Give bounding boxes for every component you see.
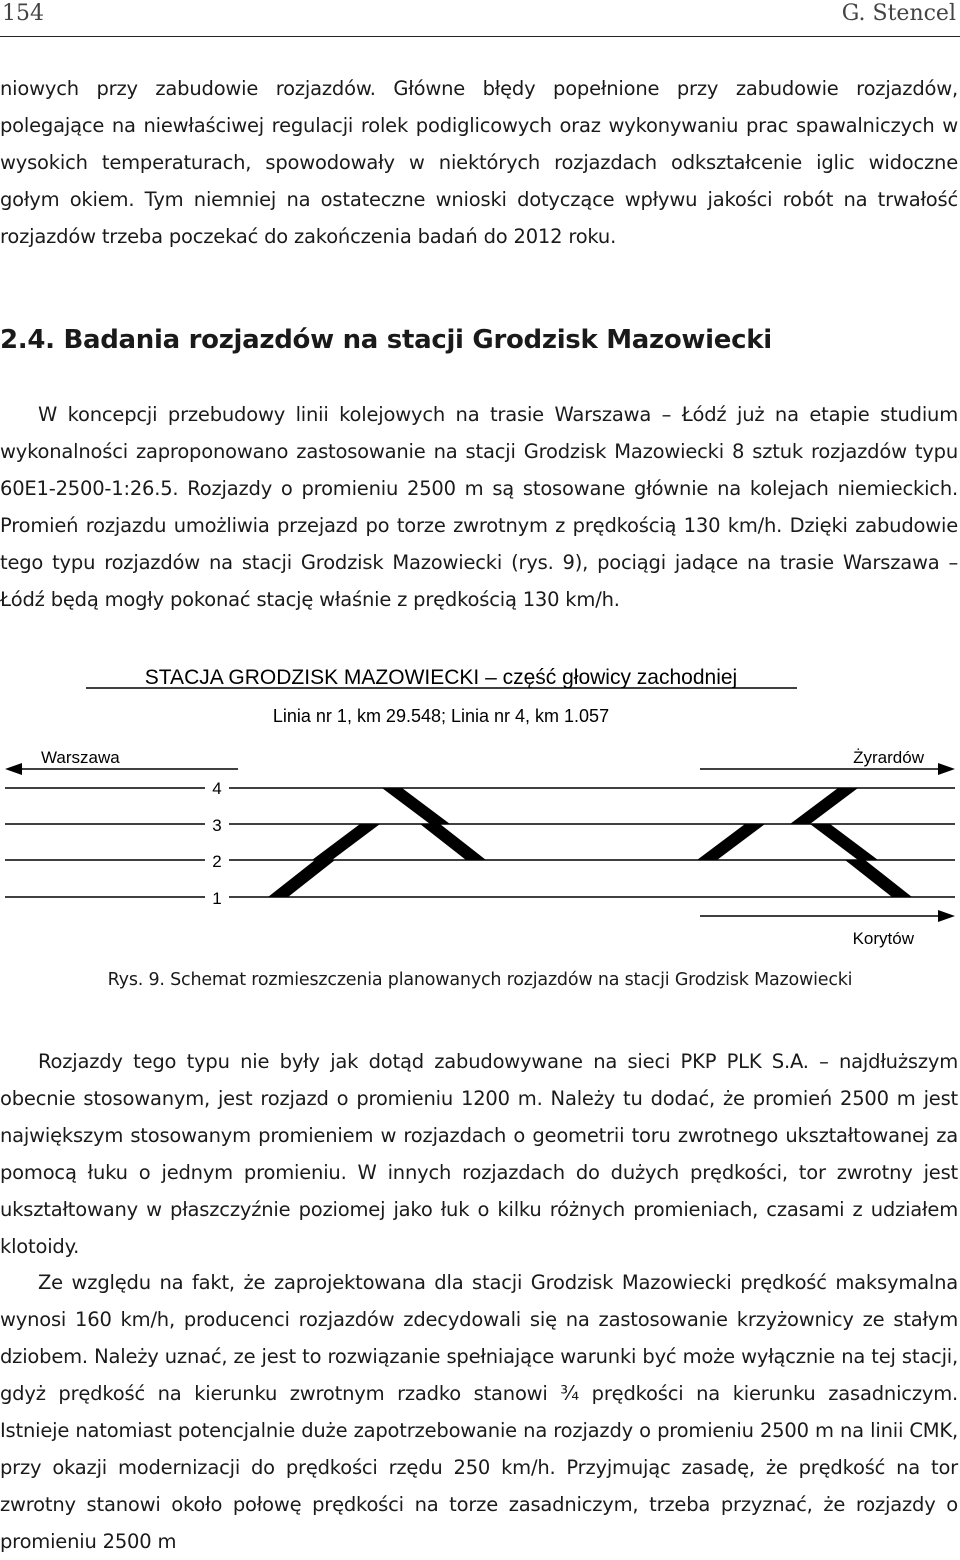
turnouts <box>268 788 912 897</box>
direction-label-right: Żyrardów <box>853 748 924 767</box>
figure-caption-label: Rys. 9. <box>107 970 165 990</box>
track-label-1: 1 <box>212 889 222 908</box>
running-author: G. Stencel <box>841 1 956 26</box>
turnout <box>420 824 486 860</box>
page-number: 154 <box>2 1 44 26</box>
track-label-3: 3 <box>212 816 222 835</box>
track-diagram <box>0 648 960 948</box>
section-title: 2.4. Badania rozjazdów na stacji Grodzisk Mazowiecki <box>0 325 772 355</box>
body-paragraph: Ze względu na fakt, że zaprojektowana dla stacji Grodzisk Mazowiecki prędkość maksymalna wynosi 160 km/h, producenci rozjazdów zdecydowali się na zastosowanie krzyżownicy ze stałym dziobem. Należy uznać, ze jest to rozwiązanie spełniające warunki być może wyłącznie na tej stacji, gdyż prędkość na kierunku zwrotnym rzadko stanowi ¾ prędkości na kierunku zasadniczym. Istnieje natomiast potencjalnie duże zapotrzebowanie na rozjazdy o promieniu 2500 m na linii CMK, przy okazji modernizacji do prędkości rzędu 250 km/h. Przyjmując zasadę, że prędkość na tor zwrotny stanowi około połowę prędkości na torze zasadniczym, trzeba przyznać, że rozjazdy o promieniu 2500 m <box>0 1271 958 1553</box>
figure-caption <box>0 970 960 990</box>
figure-station-diagram <box>0 648 960 948</box>
track-label-2: 2 <box>212 852 222 871</box>
turnout <box>268 860 335 897</box>
tracks <box>5 788 955 897</box>
direction-label-left: Warszawa <box>41 748 120 767</box>
arrow-bottom-head <box>938 910 955 922</box>
figure-caption-text: Schemat rozmieszczenia planowanych rozjazdów na stacji Grodzisk Mazowiecki <box>164 970 853 990</box>
figure-subtitle: Linia nr 1, km 29.548; Linia nr 4, km 1.057 <box>272 706 610 726</box>
turnout <box>790 788 858 824</box>
turnout <box>312 824 380 860</box>
turnout <box>845 860 912 897</box>
body-paragraph: Rozjazdy tego typu nie były jak dotąd zabudowywane na sieci PKP PLK S.A. – najdłuższym obecnie stosowanym, jest rozjazd o promieniu 1200 m. Należy tu dodać, że promień 2500 m jest największym stosowanym promieniem w rozjazdach o geometrii toru zwrotnego ukształtowanej za pomocą łuku o jednym promieniu. W innych rozjazdach do dużych prędkości, tor zwrotny jest ukształtowany w płaszczyźnie poziomej jako łuk o kilku różnych promieniach, czasami z udziałem klotoidy. <box>0 1050 958 1258</box>
direction-label-bottom-right: Korytów <box>852 929 914 948</box>
turnout <box>382 788 450 824</box>
turnout <box>810 824 878 860</box>
arrow-right-head <box>938 763 955 775</box>
track-label-4: 4 <box>212 779 222 798</box>
page-header <box>0 0 960 37</box>
figure-title: STACJA GRODZISK MAZOWIECKI – część głowicy zachodniej <box>144 666 738 689</box>
body-paragraph: niowych przy zabudowie rozjazdów. Główne błędy popełnione przy zabudowie rozjazdów, polegające na niewłaściwej regulacji rolek podiglicowych oraz wykonywaniu prac spawalniczych w wysokich temperaturach, spowodowały w niektórych rozjazdach odkształcenie iglic widoczne gołym okiem. Tym niemniej na ostateczne wnioski dotyczące wpływu jakości robót na trwałość rozjazdów trzeba poczekać do zakończenia badań do 2012 roku. <box>0 77 958 248</box>
arrow-left-head <box>5 763 22 775</box>
turnout <box>697 824 765 860</box>
body-paragraph: W koncepcji przebudowy linii kolejowych na trasie Warszawa – Łódź już na etapie studium wykonalności zaproponowano zastosowanie na stacji Grodzisk Mazowiecki 8 sztuk rozjazdów typu 60E1-2500-1:26.5. Rozjazdy o promieniu 2500 m są stosowane głównie na kolejach niemieckich. Promień rozjazdu umożliwia przejazd po torze zwrotnym z prędkością 130 km/h. Dzięki zabudowie tego typu rozjazdów na stacji Grodzisk Mazowiecki (rys. 9), pociągi jadące na trasie Warszawa – Łódź będą mogły pokonać stację właśnie z prędkością 130 km/h. <box>0 403 958 611</box>
